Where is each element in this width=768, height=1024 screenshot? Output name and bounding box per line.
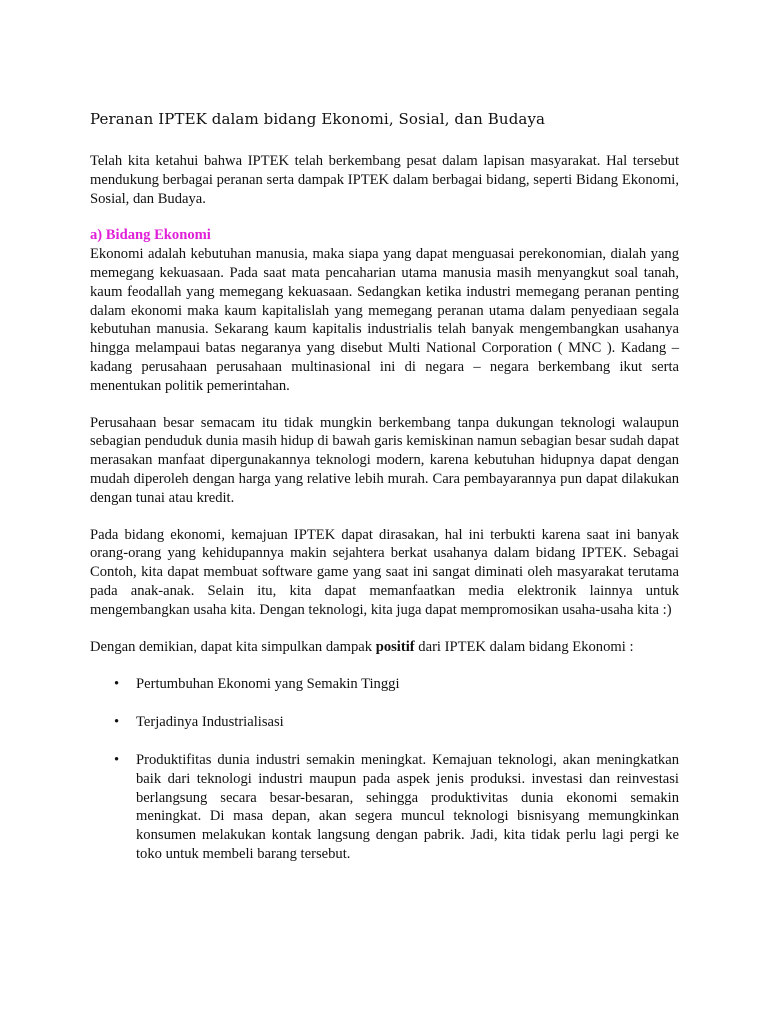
section-heading: a) Bidang Ekonomi (90, 227, 211, 244)
list-item (90, 751, 679, 864)
body-paragraph: Perusahaan besar semacam itu tidak mungkin berkembang tanpa dukungan teknologi walaupun sebagian penduduk dunia masih hidup di bawah garis kemiskinan namun sebagian besar sudah dapat merasakan manfaat dipergunakannya teknologi modern, karena kebutuhan hidupnya dapat dengan mudah diperoleh dengan harga yang relative lebih murah. Cara pembayarannya pun dapat dilakukan dengan tunai atau kredit. (90, 414, 679, 506)
conclusion-text-before: Dengan demikian, dapat kita simpulkan dampak (90, 638, 376, 655)
list-item (90, 713, 679, 732)
bullet-icon: • (114, 676, 120, 693)
conclusion-text-after: dari IPTEK dalam bidang Ekonomi : (414, 638, 634, 655)
bullet-icon: • (114, 751, 120, 768)
list-item (90, 675, 679, 694)
bullet-icon: • (114, 714, 120, 731)
conclusion-paragraph (90, 638, 679, 657)
list-item-text: Terjadinya Industrialisasi (136, 714, 284, 731)
bullet-list (90, 675, 679, 863)
body-paragraph: Pada bidang ekonomi, kemajuan IPTEK dapat dirasakan, hal ini terbukti karena saat ini banyak orang-orang yang kehidupannya makin sejahtera berkat usahanya dalam bidang IPTEK. Sebagai Contoh, kita dapat membuat software game yang saat ini sangat diminati oleh masyarakat terutama pada anak-anak. Selain itu, kita dapat memanfaatkan media elektronik lainnya untuk mengembangkan usaha kita. Dengan teknologi, kita juga dapat mempromosikan usaha-usaha kita :) (90, 526, 679, 618)
list-item-text: Produktifitas dunia industri semakin meningkat. Kemajuan teknologi, akan meningkatkan baik dari teknologi industri maupun pada aspek jenis produksi. investasi dan reinvestasi berlangsung secara besar-besaran, sehingga produktivitas dunia ekonomi semakin meningkat. Di masa depan, akan segera muncul teknologi bisnisyang memungkinkan konsumen melakukan kontak langsung dengan pabrik. Jadi, kita tidak perlu lagi pergi ke toko untuk membeli barang tersebut. (136, 751, 679, 862)
intro-paragraph: Telah kita ketahui bahwa IPTEK telah berkembang pesat dalam lapisan masyarakat. Hal tersebut mendukung berbagai peranan serta dampak IPTEK dalam berbagai bidang, seperti Bidang Ekonomi, Sosial, dan Budaya. (90, 153, 679, 207)
document-title: Peranan IPTEK dalam bidang Ekonomi, Sosial, dan Budaya (90, 110, 546, 128)
list-item-text: Pertumbuhan Ekonomi yang Semakin Tinggi (136, 676, 400, 693)
body-paragraph: Ekonomi adalah kebutuhan manusia, maka siapa yang dapat menguasai perekonomian, dialah yang memegang kekuasaan. Pada saat mata pencaharian utama manusia masih menyangkut soal tanah, kaum feodallah yang memegang kekuasaan. Sedangkan ketika industri memegang peranan penting dalam ekonomi maka kaum kapitalislah yang memegang peranan utama dalam penyediaan segala kebutuhan manusia. Sekarang kaum kapitalis industrialis telah banyak mengembangkan usahanya hingga melampaui batas negaranya yang disebut Multi National Corporation ( MNC ). Kadang – kadang perusahaan perusahaan multinasional ini di negara – negara berkembang ikut serta menentukan politik pemerintahan. (90, 246, 679, 394)
conclusion-bold-word: positif (375, 638, 415, 655)
document-page (90, 108, 679, 864)
